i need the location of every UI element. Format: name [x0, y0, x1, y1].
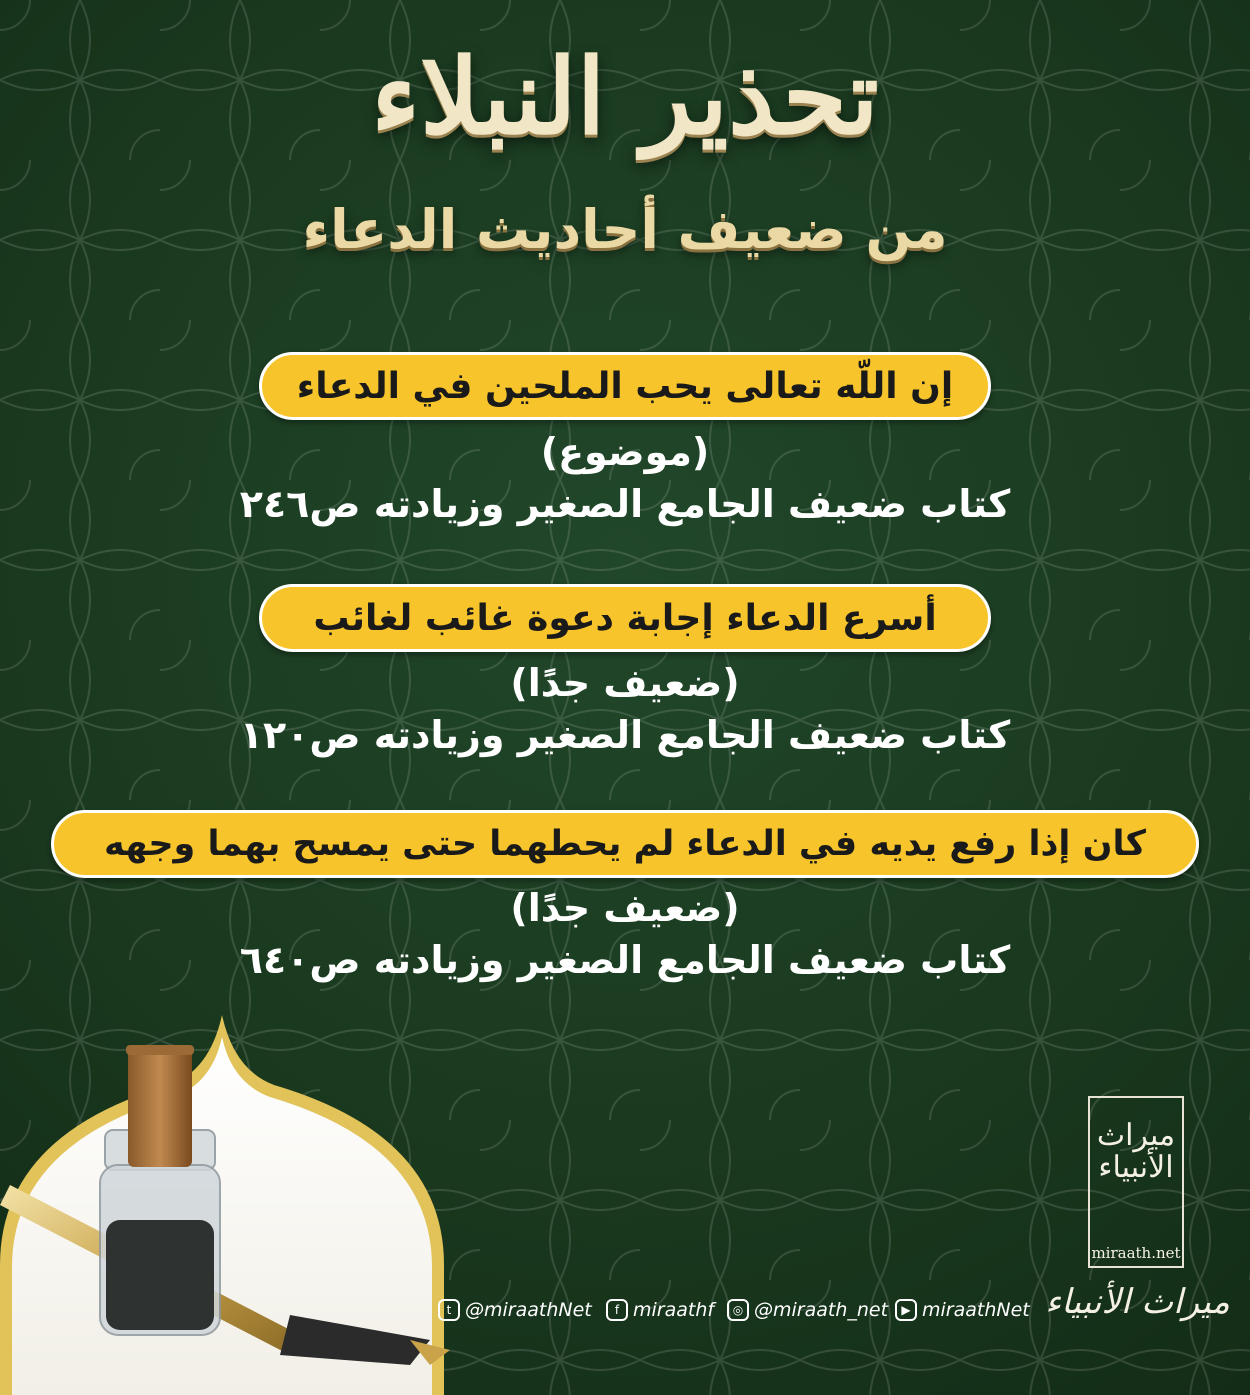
hadith-text-3: كان إذا رفع يديه في الدعاء لم يحطهما حتى يمسح بهما وجهه: [51, 810, 1199, 878]
social-twitter-handle: @miraathNet: [465, 1299, 592, 1321]
instagram-icon: ◎: [727, 1299, 749, 1321]
hadith-grade-2: (ضعيف جدًا): [510, 661, 740, 705]
hadith-source-1: كتاب ضعيف الجامع الصغير وزيادته ص٢٤٦: [239, 482, 1011, 526]
social-youtube[interactable]: [895, 1296, 1030, 1324]
hadith-source-2: كتاب ضعيف الجامع الصغير وزيادته ص١٢٠: [239, 713, 1011, 757]
hadith-text-2: أسرع الدعاء إجابة دعوة غائب لغائب: [259, 584, 991, 652]
hadith-source-3: كتاب ضعيف الجامع الصغير وزيادته ص٦٤٠: [239, 938, 1011, 982]
brand-name: ميراث الأنبياء: [1045, 1282, 1230, 1322]
dome-illustration: [0, 1015, 480, 1395]
twitter-icon: t: [438, 1299, 460, 1321]
social-youtube-handle: miraathNet: [922, 1299, 1030, 1321]
hadith-grade-1: (موضوع): [540, 430, 710, 474]
logo-url[interactable]: miraath.net: [1091, 1244, 1181, 1262]
social-instagram-handle: @miraath_net: [754, 1299, 889, 1321]
youtube-icon: ▶: [895, 1299, 917, 1321]
social-facebook-handle: miraathf: [633, 1299, 715, 1321]
social-twitter[interactable]: [438, 1296, 592, 1324]
hadith-text-1: إن اللّه تعالى يحب الملحين في الدعاء: [259, 352, 991, 420]
page-title: تحذير النبلاء: [371, 35, 879, 158]
social-facebook[interactable]: [606, 1296, 714, 1324]
social-instagram[interactable]: [727, 1296, 888, 1324]
facebook-icon: f: [606, 1299, 628, 1321]
hadith-grade-3: (ضعيف جدًا): [510, 886, 740, 930]
page-subtitle: من ضعيف أحاديث الدعاء: [302, 198, 948, 261]
logo-calligraphy: ميراث الأنبياء: [1096, 1118, 1176, 1185]
